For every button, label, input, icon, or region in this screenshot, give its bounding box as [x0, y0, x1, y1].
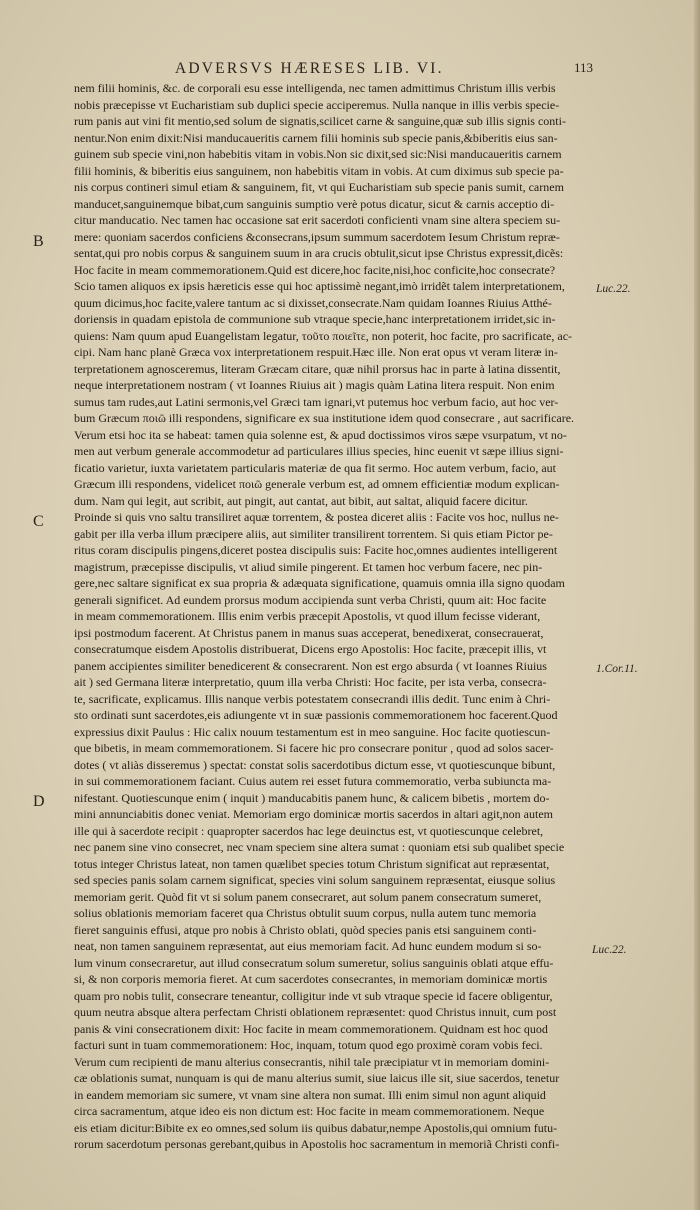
text-line: sentat,qui pro nobis corpus & sanguinem suum in ara crucis obtulit,sicut ipse Christus expressit,dicẽs:: [74, 246, 564, 260]
text-line: que bibetis, in meam commemorationem. Si facere hic pro consecrare ponitur , quod ad solos sacer-: [74, 741, 554, 755]
text-line: in sui commemorationem faciant. Cuius autem rei esset futura commemoratio, verba subiuncta ma-: [74, 774, 552, 788]
text-line: citur manducatio. Nec tamen hac occasione sat erit sacerdoti conficienti vnam sine altera speciem su-: [74, 213, 561, 227]
text-line: magistrum, præcepisse discipulis, vt aliud simile pingerent. Et tamen hoc verbum facere, nec pin-: [74, 559, 543, 574]
margin-note-luc-22-second: Luc.22.: [592, 944, 627, 956]
text-line: nentur.Non enim dixit:Nisi manducaueritis carnem filii hominis sub specie panis,&biberitis eius san-: [74, 130, 558, 145]
text-line: ait ) sed Germana literæ interpretatio, quum illa verba Christi: Hoc facite, per ista verba, consecra-: [74, 675, 547, 689]
text-line: in meam commemorationem. Illis enim verbis præcepit Apostolis, vt quod illum fecisse viderant,: [74, 609, 541, 623]
text-line: dum. Nam qui legit, aut scribit, aut pingit, aut cantat, aut bibit, aut saltat, aliquid facere dicitur.: [74, 493, 528, 508]
text-line: Verum etsi hoc ita se habeat: tamen quia solenne est, & apud doctissimos viros sæpe vsurpatum, vt no-: [74, 427, 567, 442]
body-text: [74, 80, 594, 1153]
text-line: mini annunciabitis donec veniat. Memoriam ergo dominicæ mortis sacerdos in altari agit,non autem: [74, 807, 553, 821]
margin-letter-c: C: [33, 513, 44, 530]
text-line: nec panem sine vino consecret, nec vnam speciem sine altera sumat : quoniam etsi sub qualibet specie: [74, 840, 565, 854]
text-line: nifestant. Quotiescunque enim ( inquit ) manducabitis panem hunc, & calicem bibetis , mortem do-: [74, 790, 550, 805]
text-line: facturi sunt in tuam commemorationem: Hoc, inquam, totum quod ego proximè coram vobis feci.: [74, 1038, 543, 1052]
text-line: quiens: Nam quum apud Euangelistam legatur, τοῦτο ποιεῖτε, non poterit, hoc facite, pro sacrificate, ac-: [74, 328, 573, 343]
text-line: panem accipientes similiter benedicerent & consecrarent. Non est ergo absurda ( vt Ioannes Riuius: [74, 658, 547, 673]
text-line: si, & non corporis memoria fieret. At cum sacerdotes consecrantes, in memoriam dominicæ mortis: [74, 972, 548, 986]
text-line: circa sacramentum, atque ideo eis non dictum est: Hoc facite in meam commemorationem. Neque: [74, 1104, 545, 1118]
text-line: dotes ( vt aliàs disseremus ) spectat: constat solis sacerdotibus dictum esse, vt quotiescunque bibunt,: [74, 757, 556, 772]
text-line: expressius dixit Paulus : Hic calix nouum testamentum est in meo sanguine. Hoc facite quotiescun-: [74, 724, 551, 739]
page-edge: [694, 0, 700, 1210]
text-line: ritus coram discipulis pingens,diceret postea discipulis suis: Facite hoc,omnes audientes intelligerent: [74, 543, 558, 557]
text-line: fieret sanguinis effusi, atque pro nobis à Christo oblati, quòd species panis etsi sanguinem conti-: [74, 922, 537, 937]
text-line: ille qui à sacerdote recipit : quapropter sacerdos hac lege deuinctus est, vt quotiescunque celebret,: [74, 823, 544, 838]
text-line: guinem sub specie vini,non habebitis vitam in vobis.Non sic dixit,sed sic:Nisi manducaueritis carnem: [74, 147, 562, 161]
text-line: quum dicimus,hoc facite,valere tantum ac si dixisset,consecrate.Nam quidam Ioannes Riuius Atthé-: [74, 295, 552, 310]
text-line: neat, non tamen sanguinem repræsentat, aut eius memoriam facit. Ad hunc eundem modum si so-: [74, 939, 542, 953]
text-line: Scio tamen aliquos ex ipsis hæreticis esse qui hoc aptissimè negant,imò irridẽt talem interpretationem,: [74, 279, 565, 293]
text-line: ipsi postmodum facerent. At Christus panem in manus suas acceperat, benedixerat, consecrauerat,: [74, 625, 544, 640]
text-line: quam pro nobis tulit, consecrare teneantur, colligitur inde vt sub vtraque specie id facere obligentur,: [74, 988, 553, 1003]
text-line: terpretationem agnosceremus, literam Græcam citare, quæ nihil prorsus hac in parte à latina dissentit,: [74, 361, 561, 376]
text-line: doriensis in quadam epistola de communione sub vtraque specie,hanc interpretationem irridet,sic in-: [74, 312, 556, 326]
page-number: 113: [574, 60, 594, 75]
text-line: Verum cum recipienti de manu alterius consecrantis, nihil tale præcipiatur vt in memoriam domini-: [74, 1054, 550, 1069]
margin-note-1-cor-11: 1.Cor.11.: [596, 663, 638, 675]
text-line: Proinde si quis vno saltu transiliret aquæ torrentem, & postea diceret aliis : Facite vos hoc, nullus ne-: [74, 510, 559, 524]
text-line: in eandem memoriam sic sumere, vt vnam sine altera non sumat. Illi enim simul non agunt aliquid: [74, 1087, 546, 1102]
text-line: te, sacrificate, explicamus. Illis nanque verbis potestatem consecrandi illis dedit. Tunc enim à Chri-: [74, 691, 551, 706]
text-line: cipi. Nam hanc planè Græca vox interpretationem respuit.Hæc ille. Non erat opus vt veram literæ in-: [74, 345, 558, 359]
text-line: lum vinum consecraretur, aut illud consecratum solum sumeretur, solius sanguinis oblati atque effu-: [74, 955, 554, 970]
text-line: generali significet. Ad eundem prorsus modum accipienda sunt verba Christi, quum ait: Hoc facite: [74, 592, 547, 607]
text-line: rum panis aut vini fit mentio,sed solum de signatis,scilicet carne & sanguine,quæ sub illis signis conti-: [74, 114, 566, 128]
text-line: totus integer Christus lateat, non tamen quælibet species totum Christum significat aut repræsentat,: [74, 856, 550, 871]
margin-letter-b: B: [33, 233, 44, 250]
text-line: gere,nec saltare significat ex sua propria & adæquata significatione, quamuis omnia illa signo quodam: [74, 576, 565, 590]
text-line: Græcum illi respondens, videlicet ποιῶ generale verbum est, ad omnem efficientiæ modum explican-: [74, 477, 560, 491]
running-title: ADVERSVS HÆRESES LIB. VI.: [175, 60, 444, 77]
text-line: consecratumque eisdem Apostolis distribuerat, Dicens ergo Apostolis: Hoc facite, præcepit illis, vt: [74, 642, 547, 656]
text-line: panis & vini consecrationem dixit: Hoc facite in meam commemorationem. Quidnam est hoc quod: [74, 1021, 548, 1036]
text-line: cæ oblationis sumat, nunquam is qui de manu alterius sumit, siue laicus ille sit, siue sacerdos, tenetur: [74, 1071, 560, 1085]
text-line: manducet,sanguinemque bibat,cum sanguinis sumptio verè potus dicatur, sicut & carnis acceptio di-: [74, 196, 555, 211]
text-line: nis corpus contineri simul etiam & sanguinem, fit, vt qui Eucharistiam sub specie panis sumit, carnem: [74, 180, 564, 194]
text-line: rorum sacerdotum personas gerebant,quibus in Apostolis hoc sacramentum in memoriã Christi confi-: [74, 1137, 560, 1151]
text-line: eis etiam dicitur:Bibite ex eo omnes,sed solum iis quibus dabatur,nempe Apostolis,qui omnium futu-: [74, 1120, 558, 1135]
margin-note-luc-22: Luc.22.: [596, 283, 631, 295]
text-line: sumus tam rudes,aut Latini sermonis,vel Græci tam ignari,vt putemus hoc verbum facio, aut hoc ver-: [74, 394, 559, 409]
text-line: nobis præcepisse vt Eucharistiam sub duplici specie acciperemus. Nulla nanque in illis verbis specie-: [74, 97, 560, 112]
text-line: sto ordinati sunt sacerdotes,eis adiungente vt in suæ passionis commemorationem hoc facerent.Quod: [74, 708, 558, 722]
text-line: Hoc facite in meam commemorationem.Quid est dicere,hoc facite,nisi,hoc conficite,hoc consecrate?: [74, 262, 556, 277]
text-line: filii hominis, & biberitis eius sanguinem, non habebitis vitam in vobis. At cum diximus sub specie pa-: [74, 163, 564, 178]
text-line: mere: quoniam sacerdos conficiens &consecrans,ipsum summum sacerdotem Iesum Christum repræ-: [74, 229, 560, 244]
text-line: bum Græcum ποιῶ illi respondens, significare ex sua institutione idem quod consecrare , aut sacrificare.: [74, 411, 575, 425]
text-line: sed species panis solam carnem significat, species vini solum sanguinem repræsentat, eiusque solius: [74, 873, 556, 887]
text-line: nem filii hominis, &c. de corporali esu esse intelligenda, nec tamen admittimus Christum illis verbis: [74, 81, 556, 95]
text-line: ficatio varietur, iuxta varietatem particularis materiæ de qua fit sermo. Hoc autem verbum, facio, aut: [74, 460, 556, 475]
text-line: memoriam gerit. Quòd fit vt si solum panem consecraret, aut solum panem consecratum sumeret,: [74, 889, 542, 904]
margin-letter-d: D: [33, 793, 45, 810]
text-line: men aut verbum generale accommodetur ad particulares illius species, hinc euenit vt sæpe illius signi-: [74, 444, 564, 458]
text-line: gabit per illa verba illum præcipere aliis, aut similiter transilirent torrentem. Si quis etiam Pictor pe-: [74, 526, 553, 541]
text-line: solius oblationis memoriam faceret qua Christus obtulit suum corpus, nulla autem tunc memoria: [74, 906, 537, 920]
text-line: quum neutra absque altera perfectam Christi oblationem repræsentet: quod Christus innuit, cum post: [74, 1005, 557, 1019]
text-line: neque interpretationem nostram ( vt Ioannes Riuius ait ) magis quàm Latina litera respuit. Non enim: [74, 378, 555, 392]
